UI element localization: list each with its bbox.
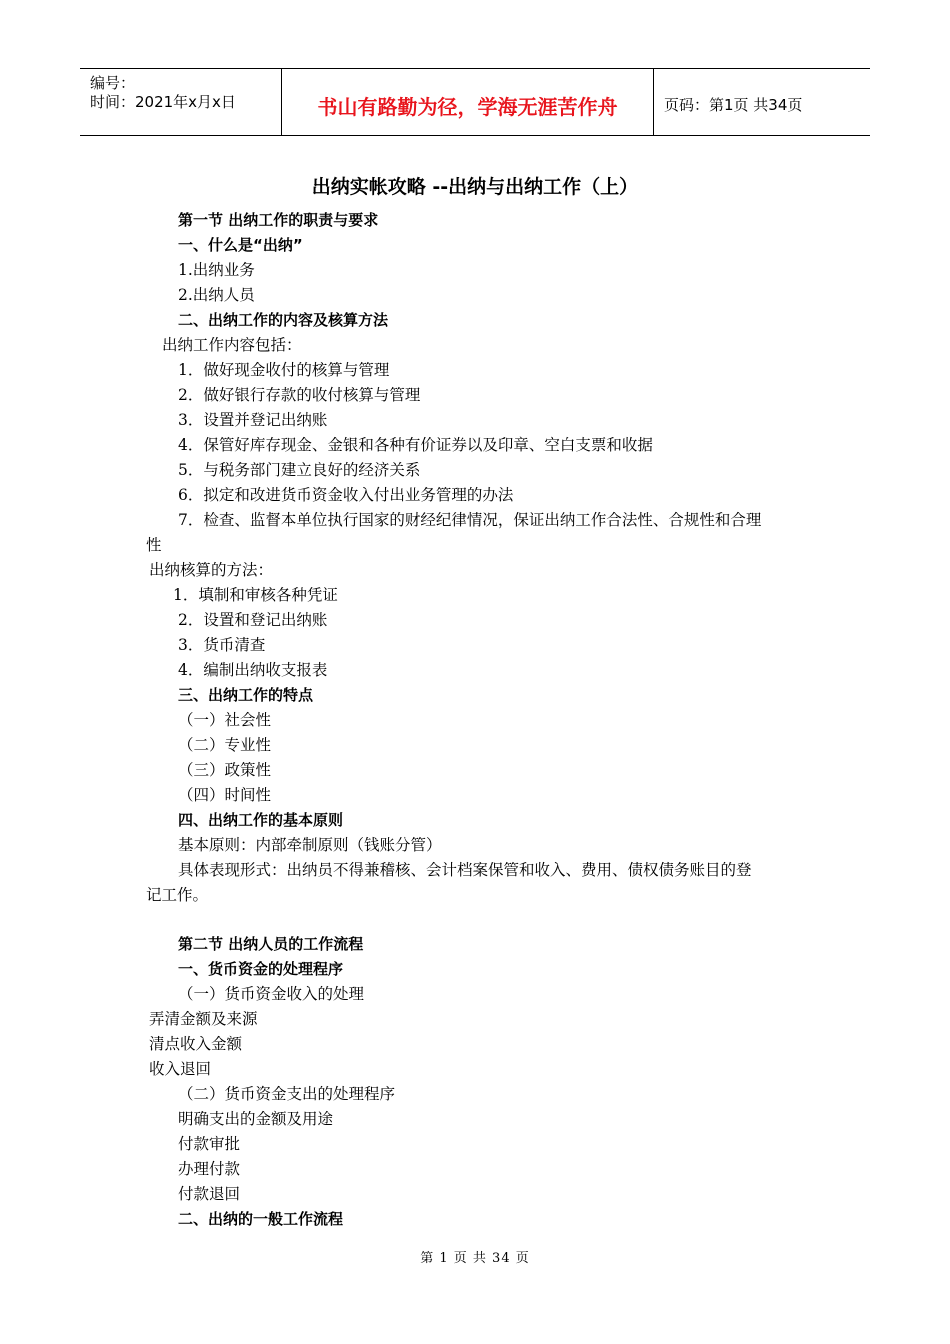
header-meta-cell — [80, 69, 282, 135]
list-item: 4．编制出纳收支报表 — [178, 661, 328, 679]
list-item: 1.出纳业务 — [178, 261, 255, 279]
subsection-heading: 四、出纳工作的基本原则 — [178, 811, 344, 829]
paragraph-continuation: 记工作。 — [146, 886, 209, 904]
list-item: 7．检查、监督本单位执行国家的财经纪律情况，保证出纳工作合法性、合规性和合理 — [178, 511, 762, 529]
paragraph: 具体表现形式：出纳员不得兼稽核、会计档案保管和收入、费用、债权债务账目的登 — [178, 861, 752, 879]
subsection-heading: 二、出纳工作的内容及核算方法 — [178, 311, 389, 329]
list-item: 付款退回 — [178, 1185, 241, 1203]
page-footer: 第 1 页 共 34 页 — [420, 1251, 530, 1266]
serial-label: 编号： — [90, 74, 136, 92]
document-title: 出纳实帐攻略 --出纳与出纳工作（上） — [311, 176, 639, 198]
list-item: 弄清金额及来源 — [149, 1010, 258, 1028]
list-item: （三）政策性 — [178, 761, 272, 779]
subsection-heading: 三、出纳工作的特点 — [178, 686, 314, 704]
subsection-heading: 一、货币资金的处理程序 — [178, 960, 344, 978]
list-item: 3．货币清查 — [178, 636, 266, 654]
list-item: 4．保管好库存现金、金银和各种有价证券以及印章、空白支票和收据 — [178, 436, 653, 454]
list-item: 2．做好银行存款的收付核算与管理 — [178, 386, 421, 404]
header-table — [80, 68, 870, 136]
list-item: （一）社会性 — [178, 711, 272, 729]
section-heading: 第一节 出纳工作的职责与要求 — [178, 211, 379, 229]
time-label: 时间：2021年x月x日 — [90, 93, 236, 111]
list-item: 明确支出的金额及用途 — [178, 1110, 334, 1128]
paragraph: 出纳工作内容包括： — [162, 336, 302, 354]
header-motto-cell — [282, 69, 654, 135]
section-heading: 第二节 出纳人员的工作流程 — [178, 935, 364, 953]
subsection-heading: 二、出纳的一般工作流程 — [178, 1210, 344, 1228]
list-item: 1．做好现金收付的核算与管理 — [178, 361, 390, 379]
list-item: （二）专业性 — [178, 736, 272, 754]
list-item: 办理付款 — [178, 1160, 241, 1178]
list-item: 3．设置并登记出纳账 — [178, 411, 328, 429]
paragraph: 出纳核算的方法： — [149, 561, 274, 579]
list-item: （一）货币资金收入的处理 — [178, 985, 365, 1003]
header-page-cell — [654, 69, 870, 135]
list-item: 清点收入金额 — [149, 1035, 243, 1053]
list-item: （四）时间性 — [178, 786, 272, 804]
list-item: 付款审批 — [178, 1135, 241, 1153]
list-item: 2.出纳人员 — [178, 286, 255, 304]
motto: 书山有路勤为径，学海无涯苦作舟 — [317, 95, 618, 119]
subsection-heading: 一、什么是“出纳” — [178, 236, 303, 254]
list-item: 2．设置和登记出纳账 — [178, 611, 328, 629]
list-item: 5．与税务部门建立良好的经济关系 — [178, 461, 421, 479]
list-item: 6．拟定和改进货币资金收入付出业务管理的办法 — [178, 486, 514, 504]
list-item: 1．填制和审核各种凭证 — [173, 586, 338, 604]
list-item-continuation: 性 — [146, 536, 162, 554]
list-item: （二）货币资金支出的处理程序 — [178, 1085, 396, 1103]
page-info: 页码：第1页 共34页 — [664, 96, 803, 114]
list-item: 收入退回 — [149, 1060, 212, 1078]
paragraph: 基本原则：内部牵制原则（钱账分管） — [178, 836, 442, 854]
